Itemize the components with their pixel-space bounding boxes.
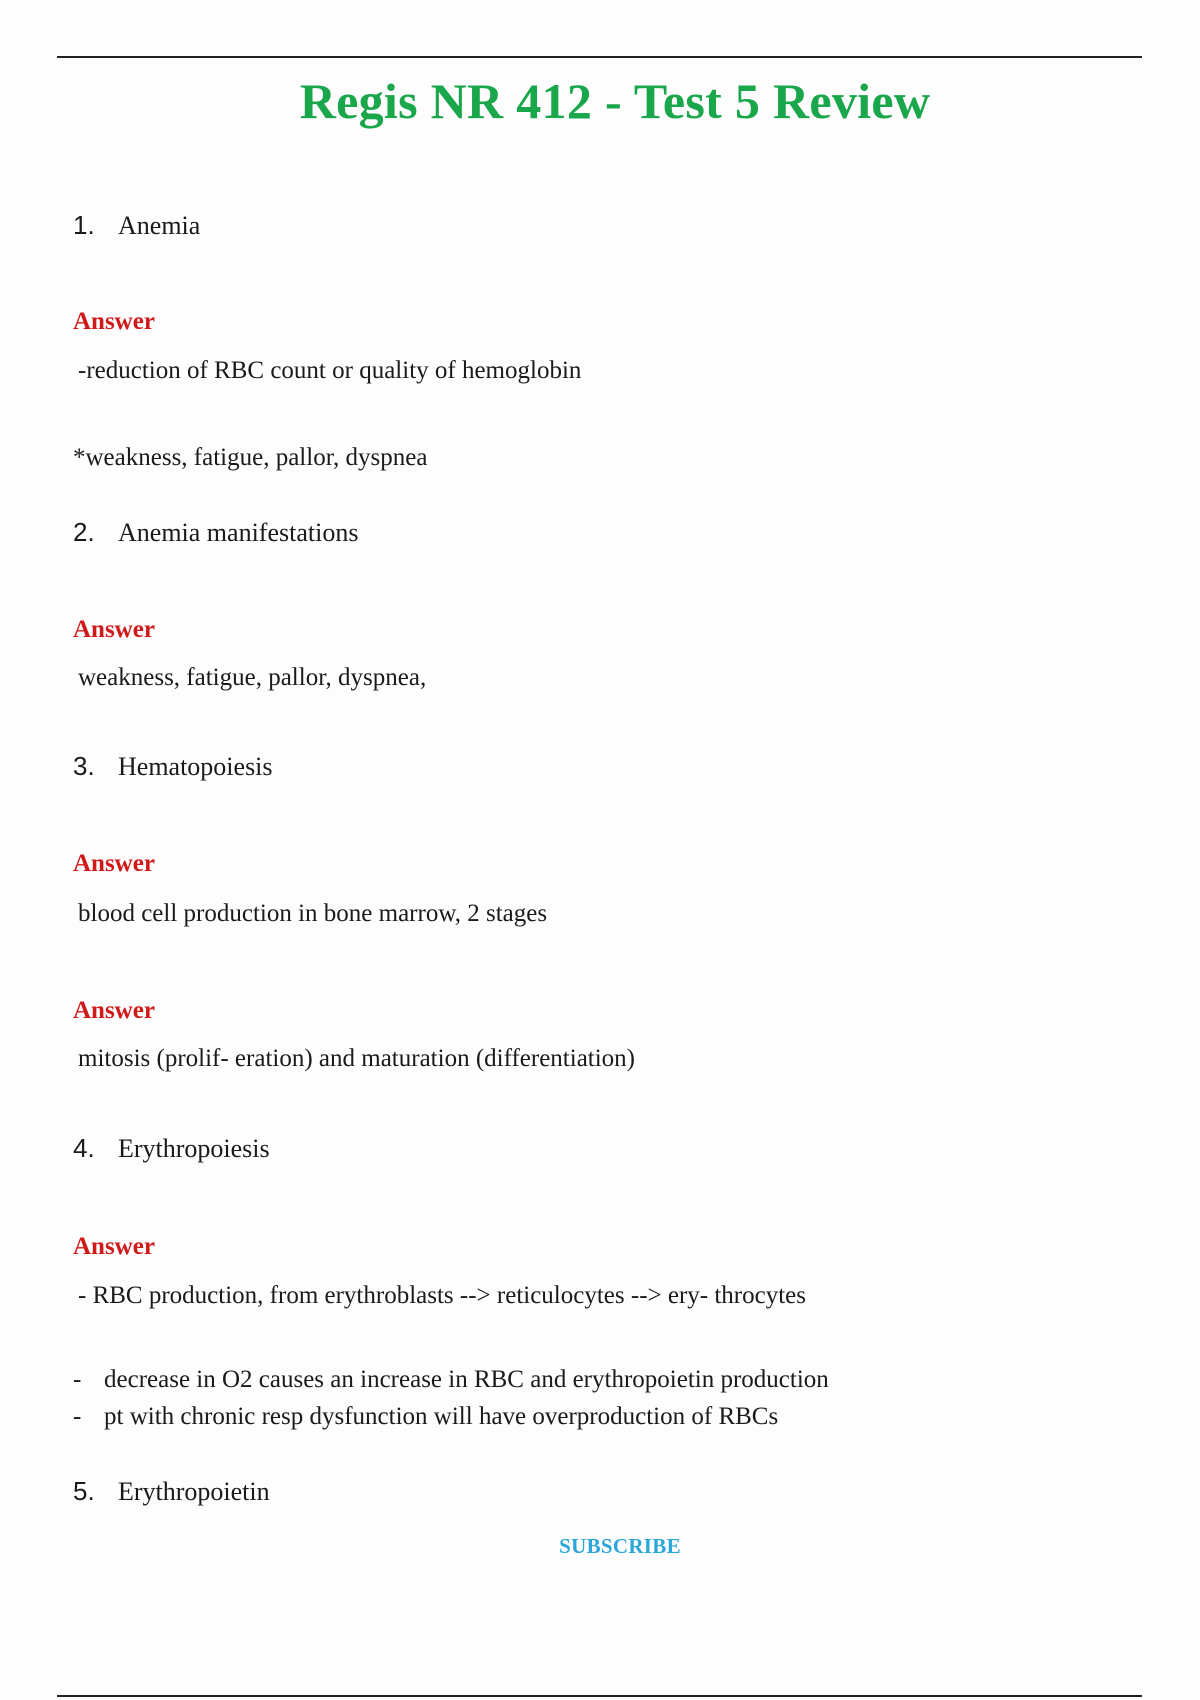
question-term: Erythropoiesis: [118, 1134, 270, 1163]
page-title: Regis NR 412 - Test 5 Review: [299, 73, 931, 129]
bullet-item: [73, 1366, 829, 1394]
question-number: 3.: [73, 751, 95, 781]
question-2: [73, 517, 358, 548]
question-number: 2.: [73, 517, 95, 547]
answer-text: mitosis (prolif- eration) and maturation (differentiation): [78, 1045, 636, 1072]
question-term: Anemia manifestations: [118, 518, 359, 547]
bullet-text: pt with chronic resp dysfunction will have overproduction of RBCs: [104, 1403, 779, 1430]
answer-label: Answer: [73, 308, 155, 335]
question-term: Hematopoiesis: [118, 752, 273, 781]
answer-text: -reduction of RBC count or quality of hemoglobin: [78, 357, 582, 384]
question-5: [73, 1476, 270, 1507]
answer-label: Answer: [73, 1233, 155, 1260]
question-4: [73, 1133, 270, 1164]
answer-label: Answer: [73, 997, 155, 1024]
bullet-marker: -: [73, 1403, 82, 1430]
question-number: 5.: [73, 1476, 95, 1506]
answer-text: blood cell production in bone marrow, 2 stages: [78, 900, 548, 927]
question-3: [73, 751, 273, 782]
question-number: 1.: [73, 210, 95, 240]
question-1: [73, 210, 200, 241]
bullet-text: decrease in O2 causes an increase in RBC and erythropoietin production: [104, 1366, 829, 1393]
bottom-rule: [57, 1695, 1142, 1697]
answer-text: weakness, fatigue, pallor, dyspnea,: [78, 664, 427, 691]
answer-label: Answer: [73, 850, 155, 877]
question-number: 4.: [73, 1133, 95, 1163]
answer-text: *weakness, fatigue, pallor, dyspnea: [73, 444, 428, 471]
bullet-item: [73, 1403, 778, 1431]
bullet-marker: -: [73, 1366, 82, 1393]
question-term: Anemia: [118, 211, 201, 240]
answer-text: - RBC production, from erythroblasts --> reticulocytes --> ery- throcytes: [78, 1282, 807, 1309]
subscribe-link[interactable]: SUBSCRIBE: [559, 1534, 681, 1558]
answer-label: Answer: [73, 616, 155, 643]
question-term: Erythropoietin: [118, 1477, 270, 1506]
top-rule: [57, 56, 1142, 58]
